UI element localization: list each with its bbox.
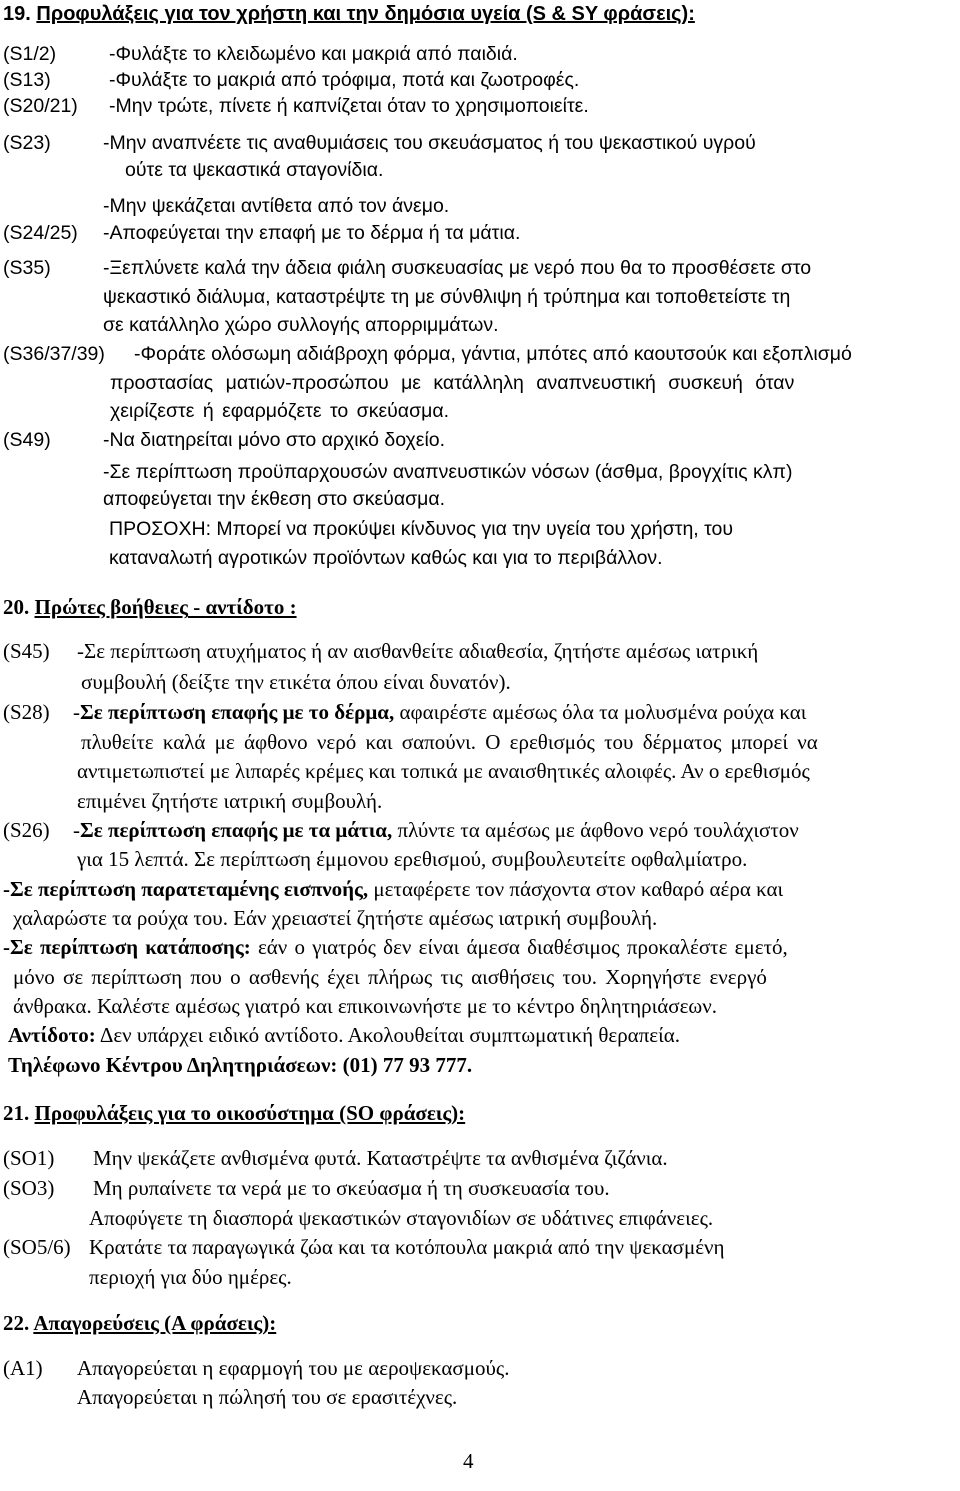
phrase-code: (S26) [3, 818, 50, 842]
antidote-line: Αντίδοτο: Δεν υπάρχει ειδικό αντίδοτο. Ακολουθείται συμπτωματική θεραπεία. [8, 1023, 681, 1047]
phrase-code: (S13) [3, 69, 51, 91]
s19-row-text: ΠΡΟΣΟΧΗ: Μπορεί να προκύψει κίνδυνος για την υγεία του χρήστη, του [109, 518, 734, 540]
s21-row-text: Μη ρυπαίνετε τα νερά με το σκεύασμα ή τη συσκευασία του. [93, 1176, 610, 1200]
section-number: 22. [3, 1311, 30, 1335]
s19-row-text: -Μην ψεκάζεται αντίθετα από τον άνεμο. [103, 195, 450, 217]
phrase-code: (S49) [3, 429, 51, 451]
s20-text: -Σε περίπτωση κατάποσης: εάν ο γιατρός δεν είναι άμεσα διαθέσιμος προκαλέστε εμετό, [3, 935, 788, 959]
s20-text: μόνο σε περίπτωση που ο ασθενής έχει πλήρως τις αισθήσεις του. Χορηγήστε ενεργό [13, 965, 767, 989]
s19-row-text: -Μην αναπνέετε τις αναθυμιάσεις του σκευάσματος ή του ψεκαστικού υγρού [103, 132, 756, 154]
s21-row-text: Κρατάτε τα παραγωγικά ζώα και τα κοτόπουλα μακριά από την ψεκασμένη [89, 1235, 725, 1259]
s20-text: -Σε περίπτωση ατυχήματος ή αν αισθανθείτε αδιαθεσία, ζητήστε αμέσως ιατρική [77, 639, 759, 663]
s20-text: πλυθείτε καλά με άφθονο νερό και σαπούνι. Ο ερεθισμός του δέρματος μπορεί να [81, 730, 818, 754]
s19-row-text: -Φυλάξτε το κλειδωμένο και μακριά από παιδιά. [109, 43, 518, 65]
s22-row-text: Απαγορεύεται η πώλησή του σε ερασιτέχνες. [77, 1385, 458, 1409]
s19-row-text: -Φυλάξτε το μακριά από τρόφιμα, ποτά και ζωοτροφές. [109, 69, 580, 91]
s19-row-text: καταναλωτή αγροτικών προϊόντων καθώς και για το περιβάλλον. [109, 547, 663, 569]
s19-row [3, 41, 56, 67]
section-number: 19. [3, 3, 31, 25]
s19-row-text: ούτε τα ψεκαστικά σταγονίδια. [125, 159, 384, 181]
s20-text: -Σε περίπτωση παρατεταμένης εισπνοής, μεταφέρετε τον πάσχοντα στον καθαρό αέρα και [3, 877, 784, 901]
s21-row-text: Αποφύγετε τη διασπορά ψεκαστικών σταγονιδίων σε υδάτινες επιφάνειες. [89, 1206, 714, 1230]
s19-row-text: ψεκαστικό διάλυμα, καταστρέψτε τη με σύνθλιψη ή τρύπημα και τοποθετείστε τη [103, 286, 791, 308]
phrase-code: (S20/21) [3, 95, 78, 117]
phrase-code: (S1/2) [3, 43, 57, 65]
section-20-heading [3, 594, 297, 620]
s19-row-text: χειρίζεστε ή εφαρμόζετε το σκεύασμα. [110, 400, 450, 422]
s19-row-text: -Αποφεύγεται την επαφή με το δέρμα ή τα μάτια. [103, 222, 521, 244]
phrase-code: (S24/25) [3, 222, 78, 244]
section-19-heading [3, 1, 695, 27]
s19-row-text: αποφεύγεται την έκθεση στο σκεύασμα. [103, 488, 446, 510]
section-title: Προφυλάξεις για τον χρήστη και την δημόσια υγεία (S & SY φράσεις): [36, 3, 695, 25]
phrase-code: (Α1) [3, 1356, 43, 1380]
s19-row-text: σε κατάλληλο χώρο συλλογής απορριμμάτων. [103, 314, 499, 336]
s19-row-text: -Μην τρώτε, πίνετε ή καπνίζεται όταν το χρησιμοποιείτε. [109, 95, 589, 117]
page-number: 4 [463, 1449, 474, 1473]
s20-text: -Σε περίπτωση επαφής με το δέρμα, αφαιρέστε αμέσως όλα τα μολυσμένα ρούχα και [73, 700, 807, 724]
s20-text: άνθρακα. Καλέστε αμέσως γιατρό και επικοινωνήστε με το κέντρο δηλητηριάσεων. [13, 994, 718, 1018]
section-number: 21. [3, 1101, 30, 1125]
phrase-code: (SO5/6) [3, 1235, 71, 1259]
s19-row-text: -Να διατηρείται μόνο στο αρχικό δοχείο. [103, 429, 446, 451]
s20-text: επιμένει ζητήστε ιατρική συμβουλή. [77, 789, 383, 813]
phrase-code: (SO1) [3, 1146, 55, 1170]
s20-text: αντιμετωπιστεί με λιπαρές κρέμες και τοπικά με αναισθητικές αλοιφές. Αν ο ερεθισμός [77, 759, 810, 783]
phrase-code: (S45) [3, 639, 50, 663]
s19-row-text: -Φοράτε ολόσωμη αδιάβροχη φόρμα, γάντια, μπότες από καουτσούκ και εξοπλισμό [134, 343, 852, 365]
section-number: 20. [3, 595, 30, 619]
poison-center-phone: Τηλέφωνο Κέντρου Δηλητηριάσεων: (01) 77 93 777. [8, 1053, 473, 1077]
section-title: Πρώτες βοήθειες - αντίδοτο : [34, 595, 297, 619]
phrase-code: (S23) [3, 132, 51, 154]
s20-text: για 15 λεπτά. Σε περίπτωση έμμονου ερεθισμού, συμβουλευτείτε οφθαλμίατρο. [77, 847, 748, 871]
s21-row-text: περιοχή για δύο ημέρες. [89, 1265, 292, 1289]
section-title: Προφυλάξεις για το οικοσύστημα (SO φράσεις): [34, 1101, 466, 1125]
s19-row-text: -Σε περίπτωση προϋπαρχουσών αναπνευστικών νόσων (άσθμα, βρογχίτις κλπ) [103, 461, 793, 483]
s21-row-text: Μην ψεκάζετε ανθισμένα φυτά. Καταστρέψτε τα ανθισμένα ζιζάνια. [93, 1146, 668, 1170]
s22-row-text: Απαγορεύεται η εφαρμογή του με αεροψεκασμούς. [77, 1356, 510, 1380]
s20-text: συμβουλή (δείξτε την ετικέτα όπου είναι δυνατόν). [81, 670, 511, 694]
section-21-heading [3, 1100, 465, 1126]
s20-text: -Σε περίπτωση επαφής με τα μάτια, πλύντε τα αμέσως με άφθονο νερό τουλάχιστον [73, 818, 799, 842]
s19-row-text: προστασίας ματιών-προσώπου με κατάλληλη αναπνευστική συσκευή όταν [110, 372, 795, 394]
s19-row-text: -Ξεπλύνετε καλά την άδεια φιάλη συσκευασίας με νερό που θα το προσθέσετε στο [103, 257, 812, 279]
phrase-code: (S36/37/39) [3, 343, 105, 365]
section-22-heading [3, 1310, 276, 1336]
s20-text: χαλαρώστε τα ρούχα του. Εάν χρειαστεί ζητήστε αμέσως ιατρική συμβουλή. [13, 906, 658, 930]
phrase-code: (S28) [3, 700, 50, 724]
section-title: Απαγορεύσεις (Α φράσεις): [33, 1311, 277, 1335]
phrase-code: (SO3) [3, 1176, 55, 1200]
phrase-code: (S35) [3, 257, 51, 279]
